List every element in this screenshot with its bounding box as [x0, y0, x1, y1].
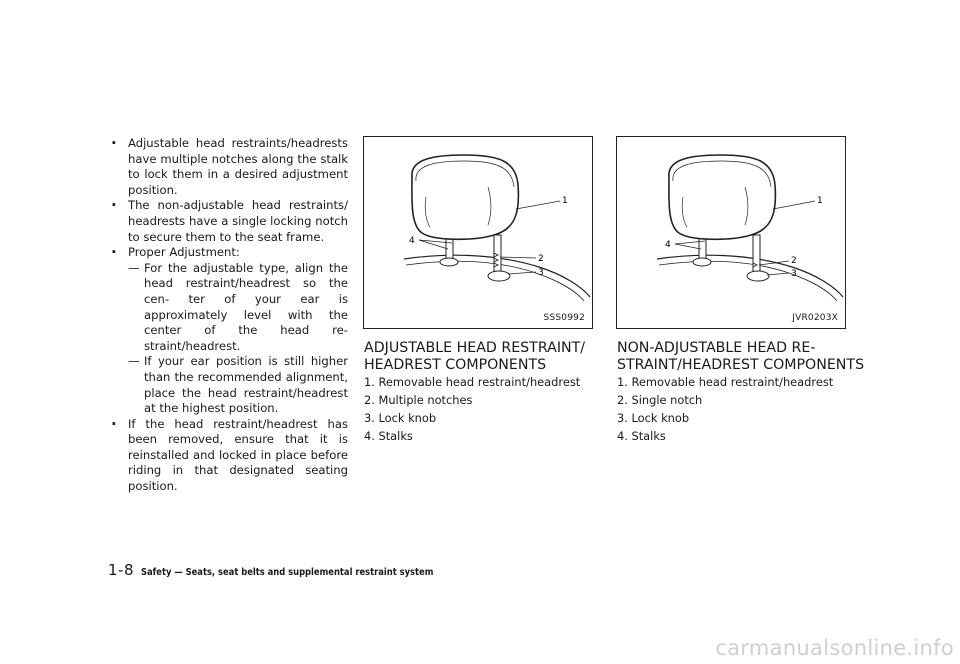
heading-line: NON-ADJUSTABLE HEAD RE- — [617, 340, 816, 356]
list-item: 4. Stalks — [364, 429, 413, 443]
bullet-non-adjustable: . The non-adjustable head restraints/ headrests have a single locking notch to secure them to the seat frame. — [110, 198, 348, 245]
page-number: 1-8 — [108, 561, 134, 579]
callout-3: 3 — [538, 268, 544, 278]
dash-marker: — — [128, 260, 140, 275]
figure-non-adjustable-head-restraint — [616, 136, 846, 329]
sub-bullet-text: If your ear position is still higher than the recommended alignment, place the head restraint/headrest at the highest position. — [144, 354, 348, 416]
bullet-adjustable: . Adjustable head restraints/headrests have multiple notches along the stalk to lock them in a desired adjustment position. — [110, 136, 348, 198]
list-item: 2. Multiple notches — [364, 393, 473, 407]
bullet-reinstall: . If the head restraint/headrest has been removed, ensure that it is reinstalled and locked in place before riding in that designated seating position. — [110, 417, 348, 495]
footer-title: Safety — Seats, seat belts and supplemental restraint system — [141, 567, 434, 578]
sub-bullet-ear-position — [110, 354, 348, 416]
heading-line: ADJUSTABLE HEAD RESTRAINT/ — [364, 340, 586, 356]
non-adjustable-head-restraint-illustration — [617, 137, 845, 328]
heading-line: STRAINT/HEADREST COMPONENTS — [617, 357, 865, 373]
list-item: 3. Lock knob — [364, 411, 437, 425]
callout-2: 2 — [538, 254, 544, 264]
callout-4: 4 — [409, 236, 415, 246]
dash-marker: — — [128, 354, 140, 369]
bullet-proper-adjustment: . Proper Adjustment: — [110, 245, 348, 261]
non-adjustable-components-list — [617, 373, 833, 445]
callout-2: 2 — [791, 256, 797, 266]
watermark: carmanualsonline.info — [715, 636, 954, 660]
adjustable-components-list — [364, 373, 580, 445]
heading-line: HEADREST COMPONENTS — [364, 357, 547, 373]
figure-code: SSS0992 — [543, 313, 585, 323]
callout-1: 1 — [562, 196, 568, 206]
page-footer — [108, 560, 433, 579]
list-item: 1. Removable head restraint/headrest — [364, 375, 581, 389]
list-item: 4. Stalks — [617, 429, 666, 443]
figure-code: JVR0203X — [792, 313, 838, 323]
list-item: 1. Removable head restraint/headrest — [617, 375, 834, 389]
heading-adjustable-components — [364, 340, 585, 374]
callout-1: 1 — [817, 196, 823, 206]
callout-3: 3 — [791, 269, 797, 279]
callout-4: 4 — [665, 240, 671, 250]
sub-bullet-text: For the adjustable type, align the head restraint/headrest so the cen- ter of your ear is approximately level with the center of the head re- straint/headrest. — [144, 260, 348, 353]
heading-non-adjustable-components — [617, 340, 864, 374]
adjustable-head-restraint-illustration — [364, 137, 592, 328]
body-text-column — [110, 136, 348, 495]
list-item: 2. Single notch — [617, 393, 703, 407]
list-item: 3. Lock knob — [617, 411, 690, 425]
figure-adjustable-head-restraint — [363, 136, 593, 329]
sub-bullet-adjustable-type — [110, 261, 348, 355]
